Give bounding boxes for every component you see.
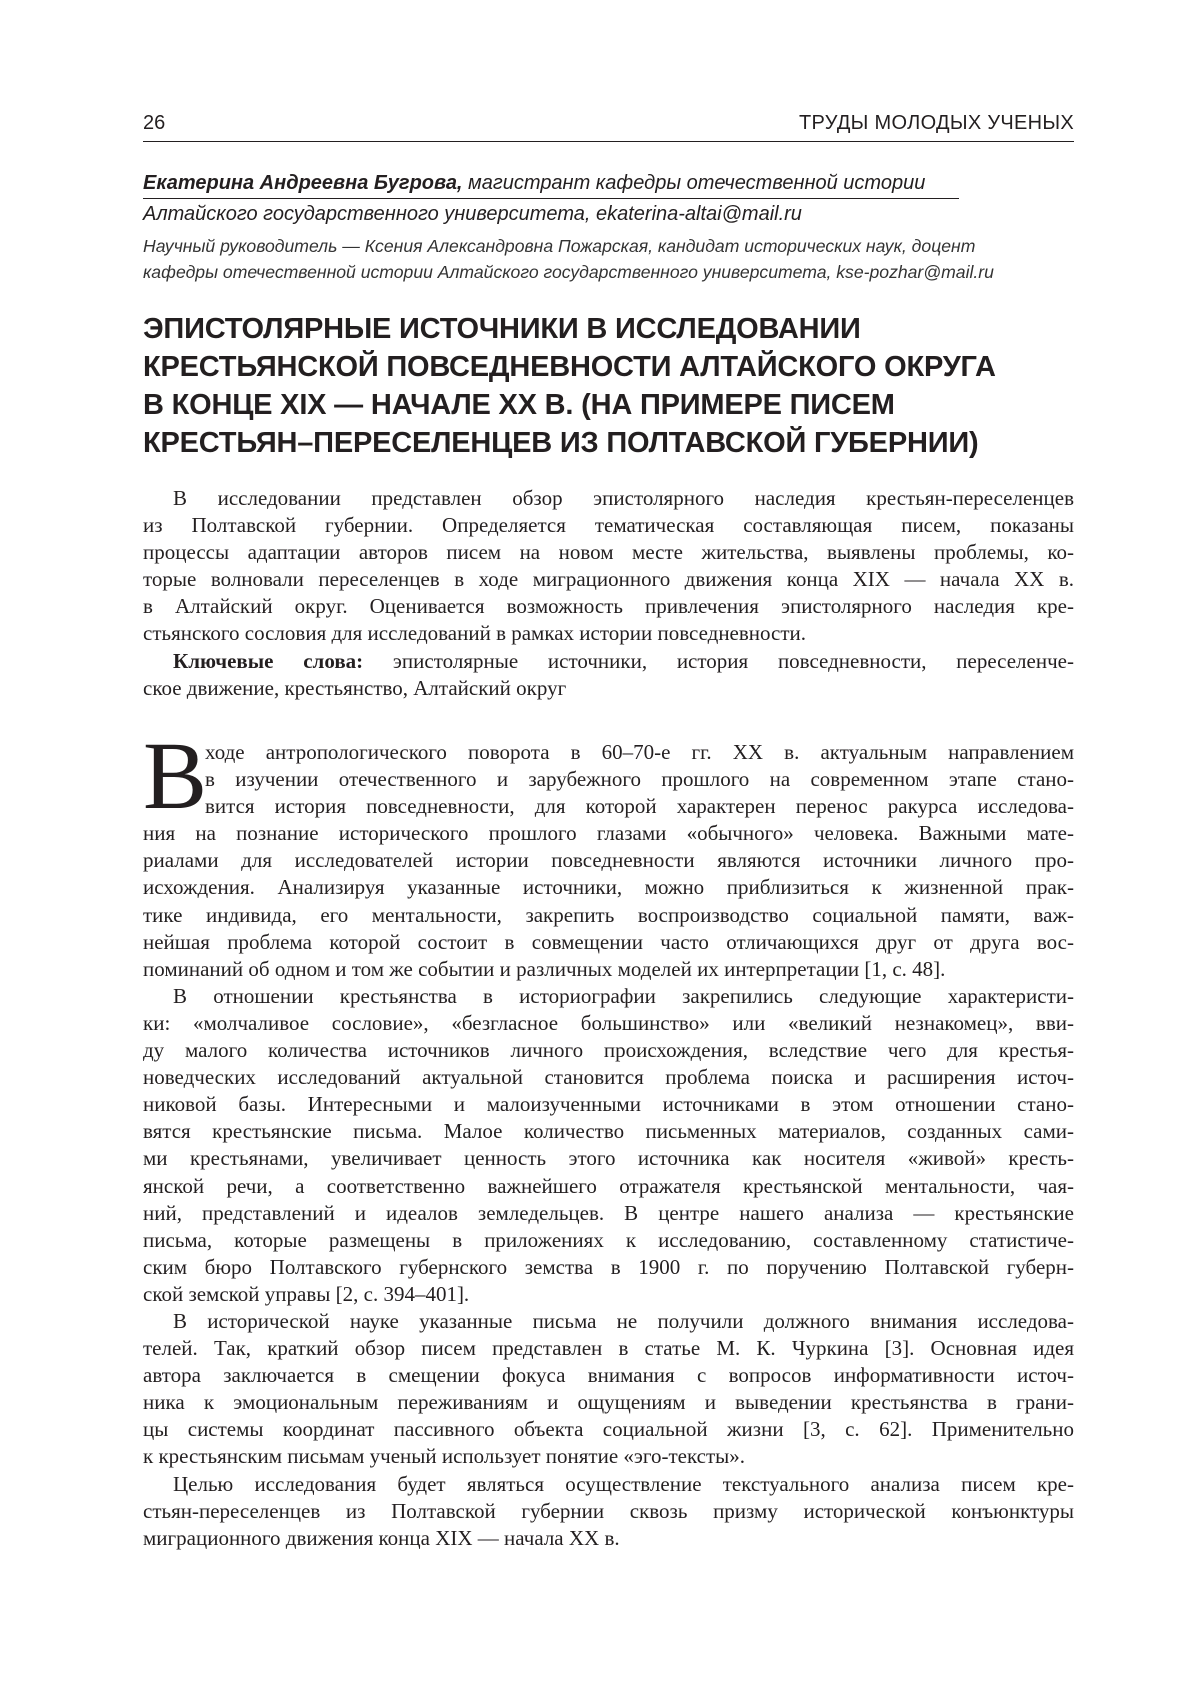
page-number: 26 <box>143 112 166 134</box>
body-line: поминаний об одном и том же событии и различных моделей их интерпретации [1, с. 48]. <box>143 956 946 981</box>
body-line: ника к эмоциональным переживаниям и ощущениям и выведении крестьянства в грани- <box>143 1390 1074 1415</box>
body-line: ду малого количества источников личного происхождения, вследствие чего для крестья- <box>143 1038 1074 1063</box>
supervisor-line: кафедры отечественной истории Алтайского государственного университета, kse-pozhar@mail.ru <box>143 262 994 282</box>
author-name: Екатерина Андреевна Бугрова, <box>143 172 463 194</box>
author-affiliation: магистрант кафедры отечественной истории <box>462 172 926 194</box>
body-line: В отношении крестьянства в историографии закрепились следующие характеристи- <box>173 983 1074 1008</box>
body-text <box>143 739 1074 1552</box>
drop-cap: В <box>143 722 208 829</box>
title-line: КРЕСТЬЯНСКОЙ ПОВСЕДНЕВНОСТИ АЛТАЙСКОГО ОКРУГА <box>143 351 996 383</box>
abstract-line: процессы адаптации авторов писем на новом месте жительства, выявлены проблемы, ко- <box>143 540 1074 565</box>
body-line: янской речи, а соответственно важнейшего отражателя крестьянской ментальности, чая- <box>143 1173 1074 1198</box>
body-line: стьян-переселенцев из Полтавской губернии сквозь призму исторической конъюнктуры <box>143 1498 1074 1523</box>
supervisor-block <box>143 233 1078 285</box>
header-rule <box>143 141 1074 142</box>
body-line: автора заключается в смещении фокуса внимания с вопросов информативности источ- <box>143 1363 1074 1388</box>
author-affiliation-line-2: Алтайского государственного университета, ekaterina-altai@mail.ru <box>143 203 802 225</box>
abstract-line: в Алтайский округ. Оценивается возможность привлечения эпистолярного наследия кре- <box>143 594 1074 619</box>
abstract-line: торые волновали переселенцев в ходе миграционного движения конца XIX — начала XX в. <box>143 567 1074 592</box>
abstract-line: В исследовании представлен обзор эпистолярного наследия крестьян-переселенцев <box>173 486 1074 510</box>
abstract-line: стьянского сословия для исследований в рамках истории повседневности. <box>143 621 807 646</box>
body-line: новедческих исследований актуальной становится проблема поиска и расширения источ- <box>143 1065 1074 1090</box>
body-line: телей. Так, краткий обзор писем представлен в статье М. К. Чуркина [3]. Основная идея <box>143 1336 1074 1361</box>
body-line: риалами для исследователей истории повседневности являются источники личного про- <box>143 848 1074 873</box>
supervisor-line: Научный руководитель — Ксения Александровна Пожарская, кандидат исторических наук, доцент <box>143 236 976 256</box>
body-line: ки: «молчаливое сословие», «безгласное большинство» или «великий незнакомец», вви- <box>143 1010 1074 1035</box>
title-line: ЭПИСТОЛЯРНЫЕ ИСТОЧНИКИ В ИССЛЕДОВАНИИ <box>143 313 861 345</box>
body-line: тике индивида, его ментальности, закрепить воспроизводство социальной памяти, важ- <box>143 902 1074 927</box>
title-line: КРЕСТЬЯН–ПЕРЕСЕЛЕНЦЕВ ИЗ ПОЛТАВСКОЙ ГУБЕРНИИ) <box>143 427 979 459</box>
body-line: ния на познание исторического прошлого глазами «обычного» человека. Важными мате- <box>143 821 1074 846</box>
body-line: ний, представлений и идеалов земледельцев. В центре нашего анализа — крестьянские <box>143 1200 1074 1225</box>
body-line: ходе антропологического поворота в 60–70-е гг. XX в. актуальным направлением <box>205 740 1074 764</box>
article-title <box>143 310 1078 462</box>
running-title: ТРУДЫ МОЛОДЫХ УЧЕНЫХ <box>799 112 1074 134</box>
keywords-label: Ключевые слова: <box>173 648 364 673</box>
body-line: ской земской управы [2, с. 394–401]. <box>143 1281 470 1306</box>
abstract-line: из Полтавской губернии. Определяется тематическая составляющая писем, показаны <box>143 513 1074 538</box>
body-line: ским бюро Полтавского губернского земства в 1900 г. по поручению Полтавской губерн- <box>143 1254 1074 1279</box>
keywords-line <box>143 648 1074 675</box>
body-line: к крестьянским письмам ученый использует понятие «эго-тексты». <box>143 1444 746 1469</box>
body-line: исхождения. Анализируя указанные источники, можно приблизиться к жизненной прак- <box>143 875 1074 900</box>
body-line: вится история повседневности, для которой характерен перенос ракурса исследова- <box>205 794 1074 819</box>
body-line: Целью исследования будет являться осуществление текстуального анализа писем кре- <box>173 1471 1074 1496</box>
body-line: в изучении отечественного и зарубежного прошлого на современном этапе стано- <box>205 767 1074 792</box>
body-line: нейшая проблема которой состоит в совмещении часто отличающихся друг от друга вос- <box>143 929 1074 954</box>
author-line <box>143 168 959 199</box>
body-line: миграционного движения конца XIX — начала XX в. <box>143 1525 620 1550</box>
author-block <box>143 168 1074 229</box>
keywords-line-2: ское движение, крестьянство, Алтайский округ <box>143 675 567 700</box>
title-line: В КОНЦЕ XIX — НАЧАЛЕ XX В. (НА ПРИМЕРЕ ПИСЕМ <box>143 389 895 421</box>
body-line: никовой базы. Интересными и малоизученными источниками в этом отношении стано- <box>143 1092 1074 1117</box>
body-line: вятся крестьянские письма. Малое количество письменных материалов, созданных сами- <box>143 1119 1074 1144</box>
body-line: цы системы координат пассивного объекта социальной жизни [3, с. 62]. Применительно <box>143 1417 1074 1442</box>
body-line: В исторической науке указанные письма не получили должного внимания исследова- <box>173 1308 1074 1333</box>
running-header <box>143 108 1074 140</box>
body-line: письма, которые размещены в приложениях к исследованию, составленному статистиче- <box>143 1227 1074 1252</box>
body-line: ми крестьянами, увеличивает ценность этого источника как носителя «живой» кресть- <box>143 1146 1074 1171</box>
keywords-text: эпистолярные источники, история повседневности, переселенче- <box>363 648 1074 673</box>
abstract <box>143 485 1074 702</box>
